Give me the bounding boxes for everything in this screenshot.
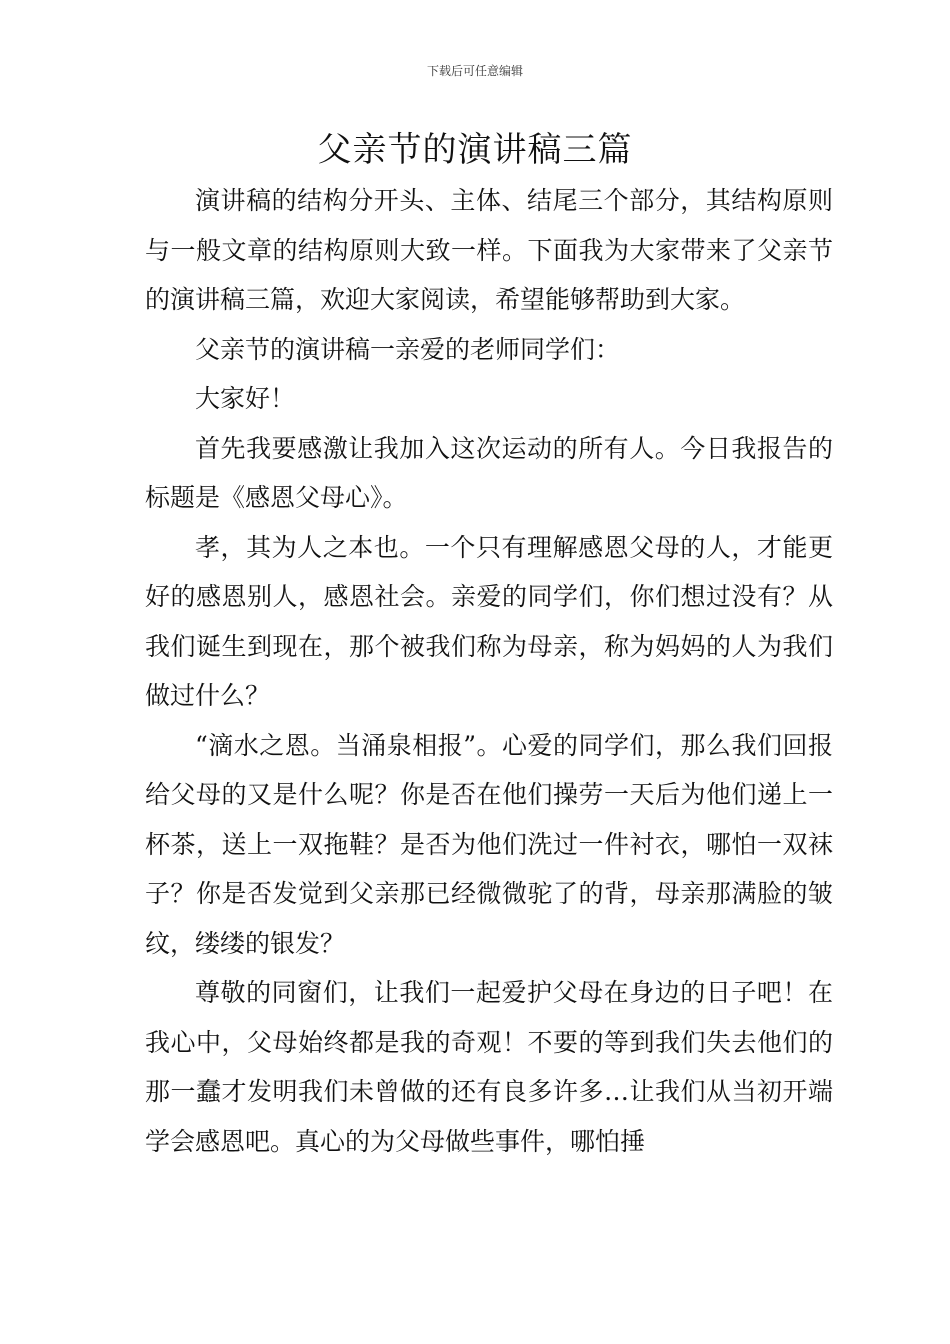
paragraph-intro: 演讲稿的结构分开头、主体、结尾三个部分，其结构原则与一般文章的结构原则大致一样。下面我为大家带来了父亲节的演讲稿三篇，欢迎大家阅读，希望能够帮助到大家。 xyxy=(145,186,833,314)
paragraph-closing: 尊敬的同窗们，让我们一起爱护父母在身边的日子吧！在我心中，父母始终都是我的奇观！不要的等到我们失去他们的那一蠢才发明我们未曾做的还有良多许多…让我们从当初开端学会感恩吧。真心的为父母做些事件，哪怕捶 xyxy=(145,978,833,1156)
header-note: 下载后可任意编辑 xyxy=(426,64,523,78)
paragraph-filial-piety: 孝，其为人之本也。一个只有理解感恩父母的人，才能更好的感恩别人，感恩社会。亲爱的同学们，你们想过没有？从我们诞生到现在，那个被我们称为母亲，称为妈妈的人为我们做过什么？ xyxy=(145,532,833,710)
document-title: 父亲节的演讲稿三篇 xyxy=(317,130,633,170)
paragraph-greeting: 大家好！ xyxy=(195,384,296,413)
paragraph-salutation: 父亲节的演讲稿一亲爱的老师同学们： xyxy=(195,334,621,364)
paragraph-thanks: 首先我要感激让我加入这次运动的所有人。今日我报告的标题是《感恩父母心》。 xyxy=(145,433,833,512)
paragraph-gratitude: “滴水之恩。当涌泉相报”。心爱的同学们，那么我们回报给父母的又是什么呢？你是否在他们操劳一天后为他们递上一杯茶，送上一双拖鞋？是否为他们洗过一件衬衣，哪怕一双袜子？你是否发觉到父亲那已经微微驼了的背，母亲那满脸的皱纹，缕缕的银发？ xyxy=(145,730,833,958)
document-body xyxy=(145,176,833,1166)
